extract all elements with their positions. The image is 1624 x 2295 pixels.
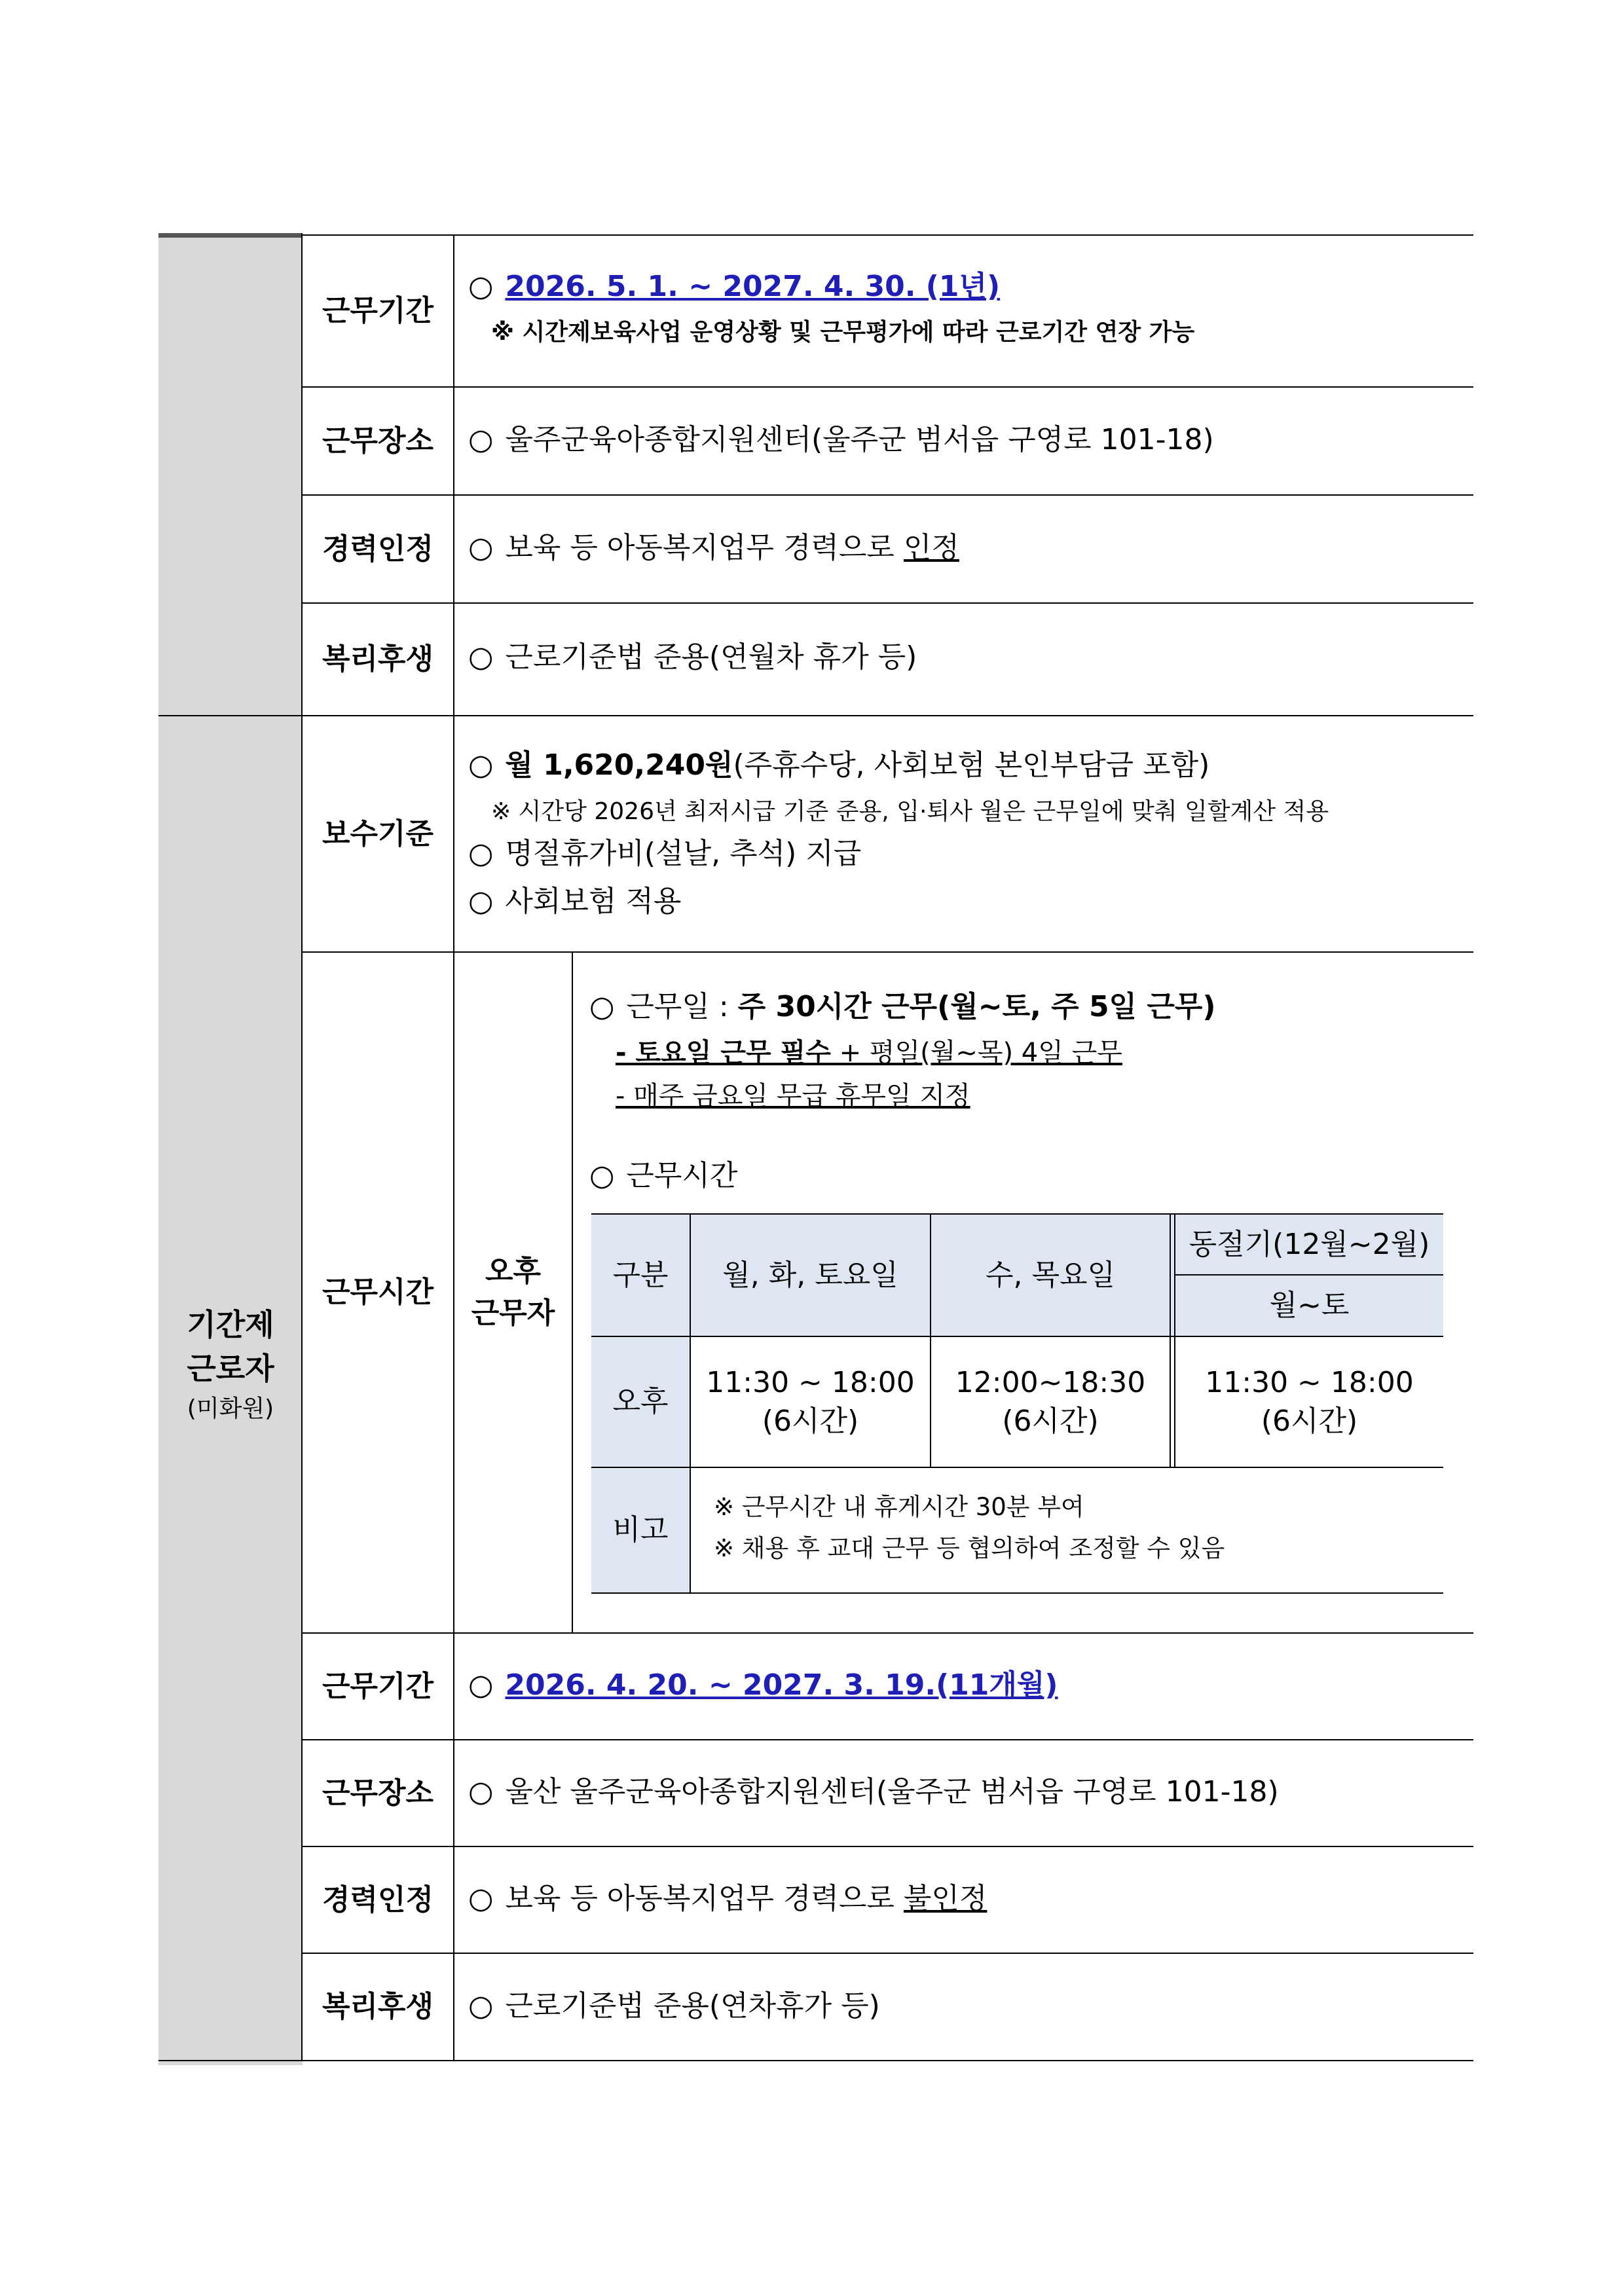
row-divider [303, 386, 1473, 388]
worktime-title: ○ 근무시간 [589, 1159, 738, 1192]
section2-title-sub: (미화원) [187, 1395, 274, 1423]
work-place-2-value: ○ 울산 울주군육아종합지원센터(울주군 범서읍 구영로 101-18) [468, 1775, 1279, 1808]
label-welfare-2: 복리후생 [322, 1990, 434, 2024]
welfare-value: ○ 근로기준법 준용(연월차 휴가 등) [468, 640, 917, 674]
section2-title-line2: 근로자 [187, 1350, 274, 1386]
workday-sub2: - 매주 금요일 무급 휴무일 지정 [616, 1081, 970, 1111]
cell-duration: (6시간) [762, 1405, 859, 1438]
label-career-2: 경력인정 [322, 1882, 434, 1917]
work-period-note: ※ 시간제보육사업 운영상황 및 근무평가에 따라 근로기간 연장 가능 [491, 319, 1195, 346]
sub-column-divider [572, 951, 573, 1632]
bottom-border [158, 2060, 1473, 2061]
table-bottom-line [591, 1592, 1443, 1594]
table-col-line [1170, 1213, 1171, 1468]
section2-title-line1: 기간제 [187, 1307, 274, 1342]
table-row-afternoon-label: 오후 [612, 1385, 669, 1419]
table-header-category: 구분 [612, 1258, 669, 1292]
cell-duration: (6시간) [1261, 1405, 1358, 1438]
row-divider [303, 1739, 1473, 1740]
label-pay: 보수기준 [322, 817, 434, 851]
welfare-2-value: ○ 근로기준법 준용(연차휴가 등) [468, 1989, 880, 2023]
table-row-line [591, 1467, 1443, 1468]
label-career: 경력인정 [322, 532, 434, 566]
row-divider [303, 1846, 1473, 1847]
work-place-value: ○ 울주군육아종합지원센터(울주군 범서읍 구영로 101-18) [468, 423, 1214, 456]
section2-title [158, 1303, 303, 1428]
table-header-winter: 동절기(12월~2월) [1189, 1227, 1430, 1261]
label-work-hours: 근무시간 [322, 1276, 434, 1310]
afternoon-worker-line1: 오후 [485, 1255, 541, 1289]
label-work-place: 근무장소 [322, 424, 434, 458]
top-thick-border [158, 233, 303, 238]
label-welfare: 복리후생 [322, 642, 434, 676]
label-work-period-2: 근무기간 [322, 1669, 434, 1703]
table-header-wed-thu: 수, 목요일 [986, 1258, 1115, 1292]
work-period-value: ○ 2026. 5. 1. ~ 2027. 4. 30. (1년) [468, 270, 1001, 303]
row-divider [303, 494, 1473, 496]
left-header-column [158, 234, 303, 2065]
table-remark-label: 비고 [612, 1513, 669, 1547]
table-cell-winter [1175, 1337, 1443, 1467]
pay-line1: ○ 월 1,620,240원(주휴수당, 사회보험 본인부담금 포함) [468, 748, 1210, 782]
afternoon-worker-line2: 근무자 [471, 1296, 555, 1330]
work-period-2-value: ○ 2026. 4. 20. ~ 2027. 3. 19.(11개월) [468, 1668, 1058, 1702]
cell-time: 11:30 ~ 18:00 [706, 1365, 915, 1399]
table-cell-mon-tue-sat [691, 1337, 930, 1467]
cell-time: 11:30 ~ 18:00 [1205, 1365, 1414, 1399]
table-cell-wed-thu [931, 1337, 1170, 1467]
career-2-value: ○ 보육 등 아동복지업무 경력으로 불인정 [468, 1882, 987, 1915]
table-remark-line1: ※ 근무시간 내 휴게시간 30분 부여 [714, 1493, 1084, 1521]
row-divider [303, 602, 1473, 604]
pay-line3: ○ 사회보험 적용 [468, 885, 682, 918]
pay-line2: ○ 명절휴가비(설날, 추석) 지급 [468, 837, 862, 870]
pay-note: ※ 시간당 2026년 최저시급 기준 준용, 입·퇴사 월은 근무일에 맞춰 일할계산 적용 [491, 798, 1329, 825]
cell-duration: (6시간) [1002, 1405, 1099, 1438]
label-work-place-2: 근무장소 [322, 1776, 434, 1810]
row-divider [303, 1632, 1473, 1634]
label-work-period: 근무기간 [322, 294, 434, 328]
row-divider [303, 1953, 1473, 1954]
workday-line: ○ 근무일 : 주 30시간 근무(월~토, 주 5일 근무) [589, 990, 1216, 1023]
table-remark-line2: ※ 채용 후 교대 근무 등 협의하여 조정할 수 있음 [714, 1534, 1225, 1562]
top-border [303, 234, 1473, 236]
cell-time: 12:00~18:30 [955, 1365, 1146, 1399]
table-header-mon-sat: 월~토 [1269, 1289, 1350, 1323]
table-header-mon-tue-sat: 월, 화, 토요일 [722, 1258, 898, 1292]
career-value: ○ 보육 등 아동복지업무 경력으로 인정 [468, 531, 959, 564]
afternoon-worker-label [454, 953, 572, 1632]
workday-sub1: - 토요일 근무 필수 + 평일(월~목) 4일 근무 [616, 1038, 1122, 1068]
